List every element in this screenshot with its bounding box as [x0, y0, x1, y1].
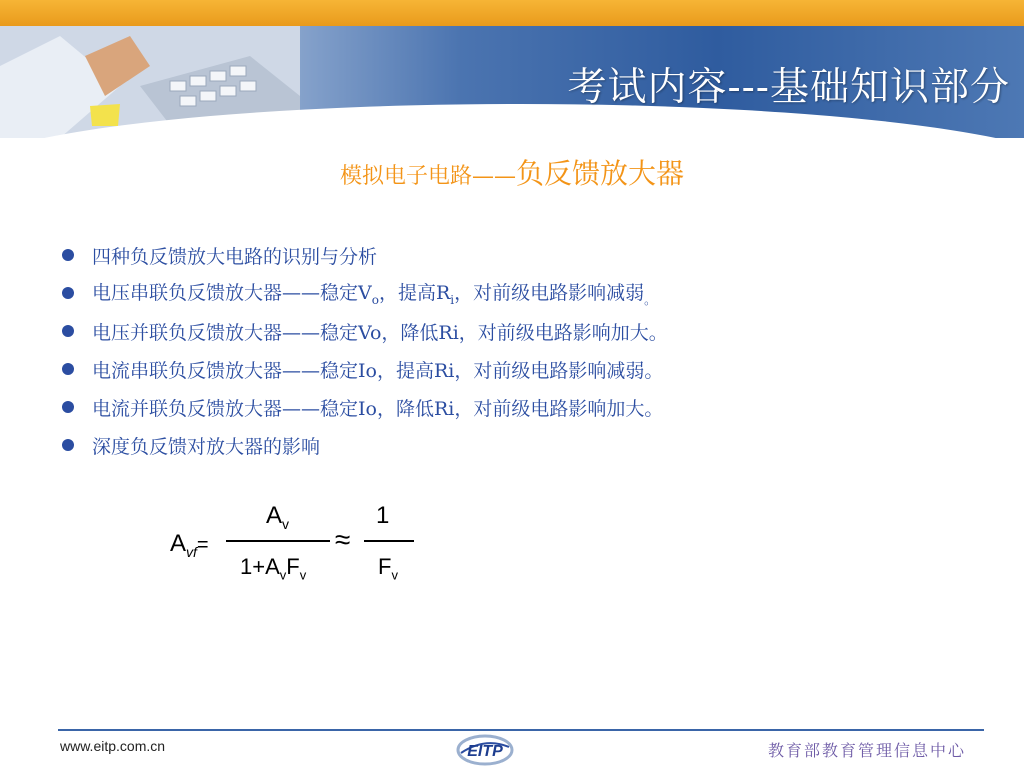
- formula-lhs: [170, 530, 209, 560]
- bullet-text-post: ，对前级电路影响减弱: [454, 282, 645, 305]
- bullet-text: 电流并联负反馈放大器——稳定Io，降低Ri，对前级电路影响加大。: [92, 397, 664, 420]
- bullet-text-tail: 。: [644, 292, 657, 307]
- den1-part-a: 1+A: [240, 554, 280, 579]
- formula-equals: =: [196, 534, 209, 556]
- den2-subscript: v: [391, 567, 398, 583]
- bullet-text-mid: ，提高R: [378, 282, 451, 305]
- footer-url: www.eitp.com.cn: [60, 738, 166, 754]
- eitp-logo-icon: [455, 733, 515, 767]
- header-banner: [0, 26, 1024, 138]
- formula-denominator-1: [240, 554, 306, 582]
- page-title: 考试内容---基础知识部分: [567, 65, 1010, 110]
- bullet-dot-icon: [62, 439, 74, 451]
- subtitle-topic: 模拟电子电路——: [339, 164, 516, 189]
- top-accent-bar: [0, 0, 1024, 26]
- formula-denominator-2: [378, 554, 398, 582]
- slide-subtitle: [0, 152, 1024, 192]
- list-item: [62, 350, 668, 388]
- logo-text: EITP: [467, 743, 503, 760]
- bullet-text: 深度负反馈对放大器的影响: [92, 435, 321, 458]
- bullet-dot-icon: [62, 287, 74, 299]
- feedback-gain-formula: [168, 500, 428, 590]
- bullet-text: [92, 278, 656, 308]
- footer-divider: [58, 729, 984, 731]
- bullet-dot-icon: [62, 401, 74, 413]
- list-item: [62, 312, 668, 350]
- bullet-dot-icon: [62, 249, 74, 261]
- bullet-sub-i: i: [450, 292, 455, 307]
- bullet-text: 电流串联负反馈放大器——稳定Io，提高Ri，对前级电路影响减弱。: [92, 359, 664, 382]
- list-item: [62, 388, 668, 426]
- bullet-text: 电压并联负反馈放大器——稳定Vo，降低Ri，对前级电路影响加大。: [92, 321, 668, 344]
- bullet-list: [62, 236, 668, 464]
- den1-subscript-1: v: [279, 567, 287, 583]
- list-item: [62, 426, 668, 464]
- den1-subscript-2: v: [299, 567, 307, 583]
- num1-symbol: A: [266, 502, 283, 529]
- formula-approx: ≈: [335, 524, 351, 555]
- fraction-bar-2: [364, 540, 414, 542]
- formula-numerator-2: 1: [376, 502, 390, 529]
- subtitle-subject: 负反馈放大器: [516, 157, 685, 190]
- bullet-dot-icon: [62, 363, 74, 375]
- bullet-dot-icon: [62, 325, 74, 337]
- formula-lhs-symbol: A: [170, 530, 187, 557]
- den1-part-b: F: [286, 554, 300, 579]
- bullet-text-pre: 电压串联负反馈放大器——稳定V: [92, 282, 372, 305]
- den2-symbol: F: [378, 554, 392, 579]
- formula-numerator-1: [266, 502, 289, 532]
- num1-subscript: v: [282, 515, 290, 532]
- fraction-bar-1: [226, 540, 330, 542]
- footer-organization: 教育部教育管理信息中心: [767, 741, 966, 760]
- formula-lhs-subscript: vf: [186, 543, 197, 560]
- list-item: [62, 236, 668, 274]
- bullet-text: 四种负反馈放大电路的识别与分析: [92, 245, 378, 268]
- bullet-sub-o: o: [371, 292, 379, 307]
- list-item: [62, 274, 668, 312]
